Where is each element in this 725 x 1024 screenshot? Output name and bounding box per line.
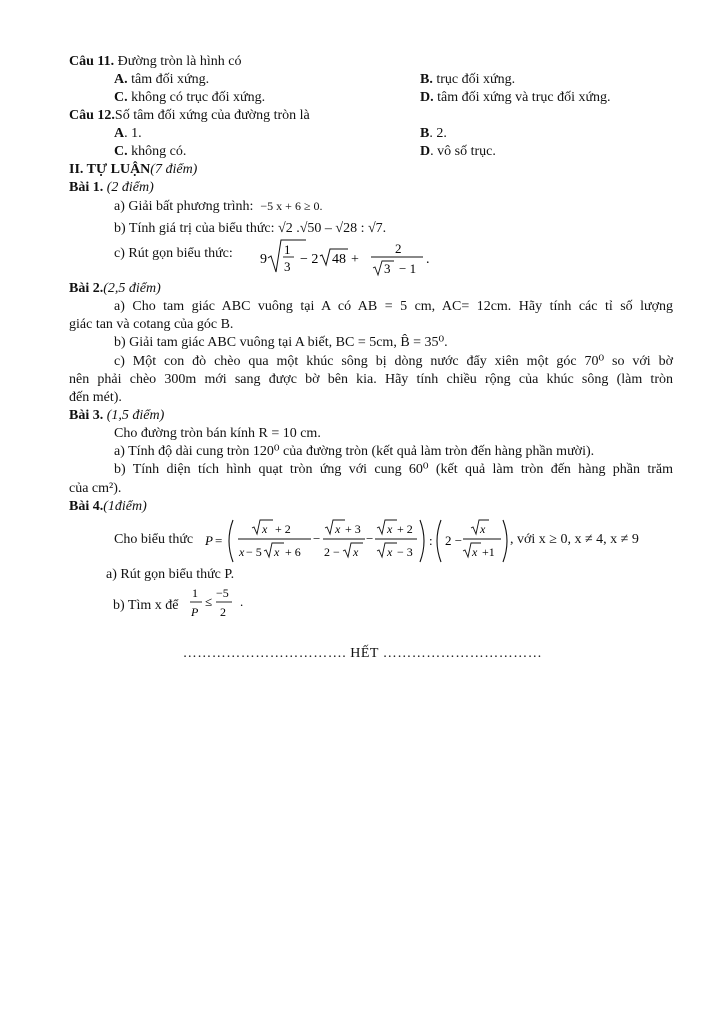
svg-text:− 1: − 1 bbox=[399, 261, 417, 276]
svg-text:+: + bbox=[351, 252, 359, 267]
svg-text:2: 2 bbox=[220, 605, 226, 619]
svg-text:2 −: 2 − bbox=[324, 545, 340, 559]
svg-text:3: 3 bbox=[384, 261, 391, 276]
svg-text:x: x bbox=[387, 522, 393, 536]
bai-4-intro: Cho biểu thức bbox=[114, 532, 194, 547]
bai-3-title: Bài 3. (1,5 điểm) bbox=[69, 408, 165, 423]
bai-4-part-b: b) Tìm x để bbox=[113, 598, 179, 613]
bai-2-part-a-cont: giác tan và cotang của góc B. bbox=[69, 317, 234, 332]
svg-text:+ 6: + 6 bbox=[285, 545, 301, 559]
svg-text:x: x bbox=[480, 522, 486, 536]
svg-text:x: x bbox=[239, 545, 245, 559]
bai-1-title: Bài 1. (2 điểm) bbox=[69, 180, 154, 195]
svg-text:x: x bbox=[262, 522, 268, 536]
q11-option-a: A. tâm đối xứng. bbox=[114, 72, 210, 87]
svg-text:x: x bbox=[472, 545, 478, 559]
q11-option-d: D. tâm đối xứng và trục đối xứng. bbox=[420, 90, 611, 105]
svg-text:≤: ≤ bbox=[205, 594, 213, 609]
q12-option-d: D. vô số trục. bbox=[420, 144, 496, 159]
svg-text:− 5: − 5 bbox=[246, 545, 262, 559]
question-11-stem: Câu 11. Đường tròn là hình có bbox=[69, 54, 242, 69]
bai-4b-inequality bbox=[188, 583, 248, 623]
bai-4-part-a: a) Rút gọn biểu thức P. bbox=[106, 567, 235, 582]
svg-text:+ 3: + 3 bbox=[345, 522, 361, 536]
svg-text:.: . bbox=[426, 252, 430, 267]
bai-2-part-c: c) Một con đò chèo qua một khúc sông bị dòng nước đẩy xiên một góc 70⁰ so với bờ bbox=[114, 354, 673, 369]
bai-2-part-a: a) Cho tam giác ABC vuông tại A có AB = 5 cm, AC= 12cm. Hãy tính các tỉ số lượng bbox=[114, 299, 673, 314]
svg-text:=: = bbox=[215, 533, 223, 548]
end-of-exam-marker: ……………………………. HẾT …………………………… bbox=[182, 646, 543, 661]
svg-text:− 2: − 2 bbox=[300, 252, 319, 267]
bai-1-part-b: b) Tính giá trị của biểu thức: √2 .√50 – √28 : √7. bbox=[114, 221, 387, 236]
svg-text:P: P bbox=[205, 533, 213, 548]
svg-text:1: 1 bbox=[284, 242, 291, 257]
svg-text:48: 48 bbox=[332, 252, 346, 267]
question-12-stem: Câu 12.Số tâm đối xứng của đường tròn là bbox=[69, 108, 310, 123]
bai-3-part-a: a) Tính độ dài cung tròn 120⁰ của đường tròn (kết quả làm tròn đến hàng phần mười). bbox=[114, 444, 595, 459]
svg-text:x: x bbox=[387, 545, 393, 559]
svg-text:3: 3 bbox=[284, 259, 291, 274]
q12-option-b: B. 2. bbox=[420, 126, 447, 141]
bai-4-condition: , với x ≥ 0, x ≠ 4, x ≠ 9 bbox=[510, 532, 639, 547]
bai-1c-expression bbox=[256, 236, 436, 280]
svg-text:+ 2: + 2 bbox=[397, 522, 413, 536]
svg-text:x: x bbox=[335, 522, 341, 536]
bai-3-intro: Cho đường tròn bán kính R = 10 cm. bbox=[114, 426, 321, 441]
q11-option-b: B. trục đối xứng. bbox=[420, 72, 516, 87]
bai-2-title: Bài 2.(2,5 điểm) bbox=[69, 281, 161, 296]
svg-text:−: − bbox=[313, 531, 321, 546]
svg-text:2: 2 bbox=[395, 241, 402, 256]
svg-text:+ 2: + 2 bbox=[275, 522, 291, 536]
svg-text:+1: +1 bbox=[482, 545, 495, 559]
svg-text:x: x bbox=[274, 545, 280, 559]
bai-4-expression-p bbox=[205, 514, 509, 568]
svg-text:−5: −5 bbox=[216, 586, 229, 600]
bai-4-title: Bài 4.(1điểm) bbox=[69, 499, 147, 514]
bai-1-part-c: c) Rút gọn biểu thức: bbox=[114, 246, 233, 261]
q12-option-a: A. 1. bbox=[114, 126, 142, 141]
svg-text:P: P bbox=[191, 605, 199, 619]
svg-text:9: 9 bbox=[260, 252, 267, 267]
svg-text:.: . bbox=[240, 594, 244, 609]
section-2-title: II. TỰ LUẬN(7 điểm) bbox=[69, 162, 198, 177]
bai-2-part-c-cont: nên phải chèo 300m mới sang được bờ bên kia. Hãy tính chiều rộng của khúc sông (làm tròn bbox=[69, 372, 673, 387]
bai-2-part-c-end: đến mét). bbox=[69, 390, 122, 405]
svg-text:x: x bbox=[353, 545, 359, 559]
svg-text::: : bbox=[429, 533, 433, 548]
q12-option-c: C. không có. bbox=[114, 144, 187, 159]
svg-text:2 −: 2 − bbox=[445, 533, 463, 548]
q11-option-c: C. không có trục đối xứng. bbox=[114, 90, 266, 105]
bai-1-part-a: a) Giải bất phương trình: −5 x + 6 ≥ 0. bbox=[114, 199, 323, 214]
bai-2-part-b: b) Giải tam giác ABC vuông tại A biết, BC = 5cm, B̂ = 35⁰. bbox=[114, 335, 448, 350]
svg-text:−: − bbox=[366, 531, 374, 546]
bai-3-part-b: b) Tính diện tích hình quạt tròn ứng với cung 60⁰ (kết quả làm tròn đến hàng phần trăm bbox=[114, 462, 673, 477]
svg-text:1: 1 bbox=[192, 586, 198, 600]
bai-3-part-b-cont: của cm²). bbox=[69, 481, 122, 496]
svg-text:− 3: − 3 bbox=[397, 545, 413, 559]
